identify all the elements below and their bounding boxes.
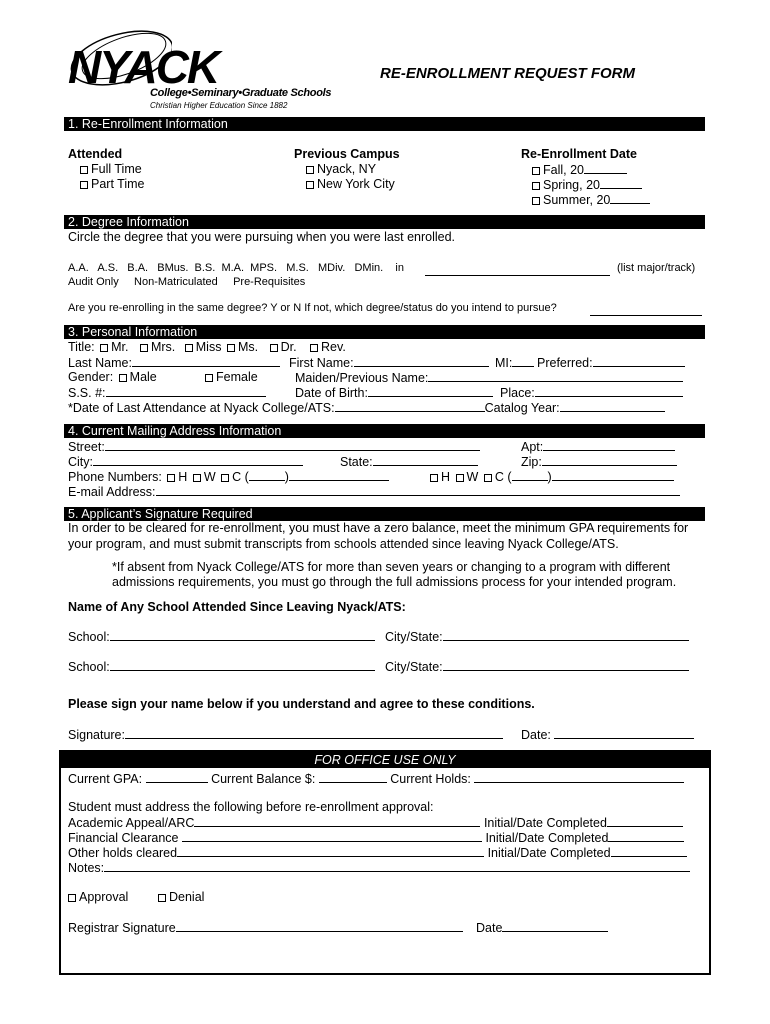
- title-miss-option[interactable]: Miss: [183, 340, 222, 354]
- last-name-row: Last Name:: [68, 355, 280, 370]
- checkbox-icon: [119, 374, 127, 382]
- logo-tagline: College•Seminary•Graduate Schools: [150, 87, 332, 99]
- area-code-field-1[interactable]: [249, 469, 285, 481]
- fall-year-field[interactable]: [584, 162, 627, 174]
- title-mrs-option[interactable]: Mrs.: [138, 340, 175, 354]
- approval-option[interactable]: Approval: [66, 890, 128, 904]
- gpa-row: Current GPA: Current Balance $: Current Holds:: [68, 771, 684, 786]
- degree-instruction: Circle the degree that you were pursuing when you were last enrolled.: [68, 230, 456, 244]
- checkbox-icon: [205, 374, 213, 382]
- sign-heading: Please sign your name below if you understand and agree to these conditions.: [68, 697, 535, 711]
- checkbox-icon: [306, 166, 314, 174]
- campus-label: Previous Campus: [294, 147, 400, 161]
- registrar-date-field[interactable]: [502, 920, 608, 932]
- gender-female-option[interactable]: Female: [203, 370, 258, 384]
- zip-field[interactable]: [542, 454, 677, 466]
- street-row: Street:: [68, 439, 480, 454]
- school-field-1[interactable]: [110, 629, 375, 641]
- campus-nyack-option[interactable]: Nyack, NY: [304, 162, 376, 176]
- financial-initial-field[interactable]: [608, 830, 684, 842]
- checkbox-icon: [310, 344, 318, 352]
- preferred-field[interactable]: [593, 355, 685, 367]
- other-initial-field[interactable]: [611, 845, 687, 857]
- logo-wordmark: NYACK: [68, 41, 219, 93]
- section-header-address: 4. Current Mailing Address Information: [64, 424, 705, 438]
- apt-row: Apt:: [521, 439, 675, 454]
- signature-date-field[interactable]: [554, 727, 694, 739]
- title-ms-option[interactable]: Ms.: [225, 340, 258, 354]
- preferred-row: Preferred:: [537, 355, 685, 370]
- phone-field-2[interactable]: [552, 469, 674, 481]
- state-field[interactable]: [373, 454, 478, 466]
- signature-row: Signature:: [68, 727, 503, 742]
- mi-row: MI:: [495, 355, 534, 370]
- checkbox-icon: [158, 894, 166, 902]
- dob-row: Date of Birth:: [295, 385, 493, 400]
- city-state-field-1[interactable]: [443, 629, 689, 641]
- checkbox-icon: [532, 167, 540, 175]
- summer-option[interactable]: Summer, 20: [530, 192, 650, 207]
- checkbox-icon[interactable]: [430, 474, 438, 482]
- checkbox-icon: [68, 894, 76, 902]
- catalog-year-field[interactable]: [560, 400, 665, 412]
- registrar-date-row: Date: [476, 920, 608, 935]
- last-attendance-field[interactable]: [335, 400, 485, 412]
- signature-field[interactable]: [125, 727, 503, 739]
- schools-heading: Name of Any School Attended Since Leaving Nyack/ATS:: [68, 600, 406, 614]
- maiden-row: Maiden/Previous Name:: [295, 370, 683, 385]
- major-hint: (list major/track): [617, 262, 696, 274]
- school-row-1: School:: [68, 629, 375, 644]
- section-header-personal: 3. Personal Information: [64, 325, 705, 339]
- holds-field[interactable]: [474, 771, 684, 783]
- balance-field[interactable]: [319, 771, 387, 783]
- financial-row: Financial Clearance Initial/Date Completed: [68, 830, 684, 845]
- major-field[interactable]: [425, 264, 610, 276]
- denial-option[interactable]: Denial: [156, 890, 204, 904]
- street-field[interactable]: [105, 439, 480, 451]
- city-state-row-1: City/State:: [385, 629, 689, 644]
- part-time-option[interactable]: Part Time: [78, 177, 145, 191]
- city-state-field-2[interactable]: [443, 659, 689, 671]
- spring-year-field[interactable]: [600, 177, 642, 189]
- city-field[interactable]: [93, 454, 303, 466]
- title-mr-option[interactable]: Mr.: [98, 340, 128, 354]
- first-name-row: First Name:: [289, 355, 489, 370]
- email-row: E-mail Address:: [68, 484, 680, 499]
- school-field-2[interactable]: [110, 659, 375, 671]
- ss-field[interactable]: [106, 385, 266, 397]
- city-row: City:: [68, 454, 303, 469]
- checkbox-icon[interactable]: [484, 474, 492, 482]
- clearance-text-line2: your program, and must submit transcripts from schools attended since leaving Nyack College/ATS.: [68, 537, 619, 551]
- section-header-re-enrollment: 1. Re-Enrollment Information: [64, 117, 705, 131]
- fall-option[interactable]: Fall, 20: [530, 162, 627, 177]
- email-field[interactable]: [156, 484, 680, 496]
- full-time-option[interactable]: Full Time: [78, 162, 142, 176]
- ss-row: S.S. #:: [68, 385, 266, 400]
- appeal-field[interactable]: [194, 815, 480, 827]
- maiden-name-field[interactable]: [428, 370, 683, 382]
- financial-field[interactable]: [182, 830, 482, 842]
- checkbox-icon: [100, 344, 108, 352]
- form-title: RE-ENROLLMENT REQUEST FORM: [380, 65, 635, 82]
- section-header-degree: 2. Degree Information: [64, 215, 705, 229]
- apt-field[interactable]: [543, 439, 675, 451]
- mi-field[interactable]: [512, 355, 534, 367]
- state-row: State:: [340, 454, 478, 469]
- appeal-initial-field[interactable]: [607, 815, 683, 827]
- dob-field[interactable]: [368, 385, 493, 397]
- checkbox-icon[interactable]: [167, 474, 175, 482]
- notes-field[interactable]: [104, 860, 690, 872]
- title-row: Title: Mr. Mrs. Miss Ms. Dr. Rev.: [68, 340, 346, 354]
- gpa-field[interactable]: [146, 771, 208, 783]
- date-row: Date:: [521, 727, 694, 742]
- degree-options[interactable]: A.A. A.S. B.A. BMus. B.S. M.A. MPS. M.S. MDiv. DMin. in: [68, 262, 404, 274]
- intended-degree-field[interactable]: [590, 304, 702, 316]
- gender-row: Gender: Male: [68, 370, 157, 384]
- phone-row-1: Phone Numbers: H W C ( ): [68, 469, 389, 484]
- other-holds-field[interactable]: [177, 845, 484, 857]
- registrar-row: Registrar Signature: [68, 920, 463, 935]
- attended-label: Attended: [68, 147, 123, 161]
- notes-row: Notes:: [68, 860, 690, 875]
- date-label: Re-Enrollment Date: [521, 147, 637, 161]
- checkbox-icon: [80, 181, 88, 189]
- title-rev-option[interactable]: Rev.: [308, 340, 346, 354]
- school-row-2: School:: [68, 659, 375, 674]
- checkbox-icon[interactable]: [193, 474, 201, 482]
- must-address-text: Student must address the following before re-enrollment approval:: [68, 800, 434, 814]
- first-name-field[interactable]: [354, 355, 489, 367]
- absence-note-line1: *If absent from Nyack College/ATS for more than seven years or changing to a program with different: [112, 560, 671, 574]
- gender-male-option[interactable]: Male: [117, 370, 157, 384]
- phone-row-2: H W C ( ): [428, 469, 674, 484]
- logo-subtagline: Christian Higher Education Since 1882: [150, 101, 288, 110]
- checkbox-icon: [80, 166, 88, 174]
- checkbox-icon: [185, 344, 193, 352]
- last-attendance-row: *Date of Last Attendance at Nyack College/ATS: Catalog Year:: [68, 400, 665, 415]
- section-header-signature: 5. Applicant’s Signature Required: [64, 507, 705, 521]
- summer-year-field[interactable]: [610, 192, 650, 204]
- place-row: Place:: [500, 385, 683, 400]
- area-code-field-2[interactable]: [512, 469, 548, 481]
- last-name-field[interactable]: [132, 355, 280, 367]
- phone-field-1[interactable]: [289, 469, 389, 481]
- same-degree-question: Are you re-enrolling in the same degree? Y or N If not, which degree/status do you intend to pursue?: [68, 302, 557, 314]
- campus-nyc-option[interactable]: New York City: [304, 177, 395, 191]
- checkbox-icon: [270, 344, 278, 352]
- checkbox-icon: [306, 181, 314, 189]
- checkbox-icon: [532, 197, 540, 205]
- appeal-row: Academic Appeal/ARC Initial/Date Completed: [68, 815, 683, 830]
- absence-note-line2: admissions requirements, you must go through the full admissions process for your intended program.: [112, 575, 677, 589]
- spring-option[interactable]: Spring, 20: [530, 177, 642, 192]
- checkbox-icon: [227, 344, 235, 352]
- clearance-text-line1: In order to be cleared for re-enrollment, you must have a zero balance, meet the minimum GPA requirements for: [68, 521, 689, 535]
- other-holds-row: Other holds cleared Initial/Date Completed: [68, 845, 687, 860]
- checkbox-icon[interactable]: [221, 474, 229, 482]
- zip-row: Zip:: [521, 454, 677, 469]
- office-use-header: FOR OFFICE USE ONLY: [61, 752, 709, 768]
- title-dr-option[interactable]: Dr.: [268, 340, 297, 354]
- checkbox-icon: [532, 182, 540, 190]
- city-state-row-2: City/State:: [385, 659, 689, 674]
- checkbox-icon[interactable]: [456, 474, 464, 482]
- registrar-signature-field[interactable]: [176, 920, 463, 932]
- checkbox-icon: [140, 344, 148, 352]
- place-field[interactable]: [535, 385, 683, 397]
- other-status-options[interactable]: Audit Only Non-Matriculated Pre-Requisites: [68, 276, 306, 288]
